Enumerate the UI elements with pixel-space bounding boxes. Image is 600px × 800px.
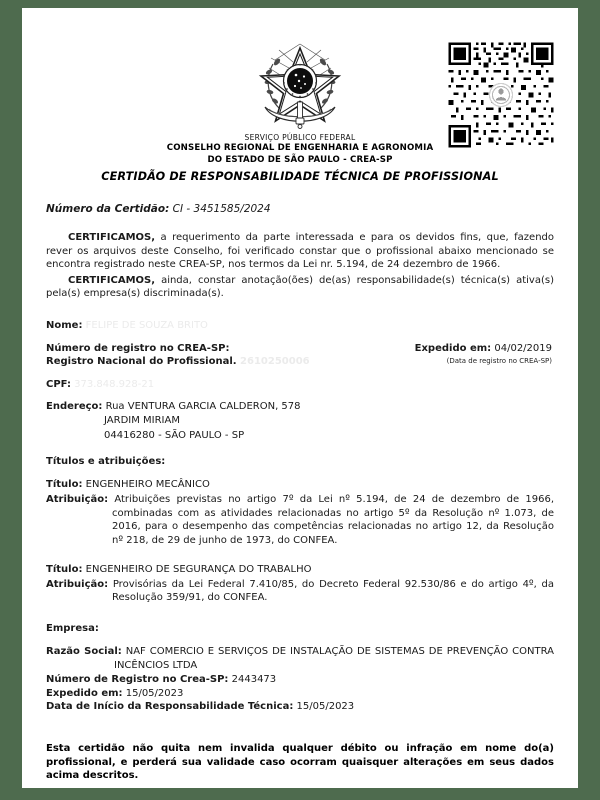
company-registration-label: Número de Registro no Crea-SP: <box>46 674 229 686</box>
company-issue-row <box>46 687 554 701</box>
professional-name-row <box>46 319 554 333</box>
certificate-number-value: CI - 3451585/2024 <box>172 203 271 215</box>
title-value: ENGENHEIRO MECÂNICO <box>85 479 210 491</box>
national-registration-value: 2610250006 <box>240 356 310 368</box>
certifies-lead-1: CERTIFICAMOS, <box>68 232 156 243</box>
attribution-row <box>46 493 554 547</box>
federal-service-line: SERVIÇO PÚBLICO FEDERAL <box>244 133 356 142</box>
title-label: Título: <box>46 479 83 491</box>
title-value: ENGENHEIRO DE SEGURANÇA DO TRABALHO <box>85 564 312 576</box>
council-name-line-2: DO ESTADO DE SÃO PAULO - CREA-SP <box>207 154 393 165</box>
brazil-coat-of-arms-icon <box>255 34 345 130</box>
document-title: CERTIDÃO DE RESPONSABILIDADE TÉCNICA DE PROFISSIONAL <box>101 170 499 183</box>
cpf-label: CPF: <box>46 378 71 390</box>
attribution-value: Atribuições previstas no artigo 7º da Lei nº 5.194, de 24 de dezembro de 1966, combinadas com as atividades relacionadas no artigo 5º da Resolução nº 1.073, de 2016, para o desempenho das competências relacionadas no artigo 12, da Resolução nº 218, de 29 de junho de 1973, do CONFEA. <box>112 493 554 546</box>
issue-date-label: Expedido em: <box>414 342 492 354</box>
attribution-label: Atribuição: <box>46 493 109 505</box>
professional-name-value: FELIPE DE SOUZA BRITO <box>85 319 208 331</box>
company-name-label: Razão Social: <box>46 646 122 658</box>
certificate-number-row <box>46 203 554 215</box>
disclaimer-text: Esta certidão não quita nem invalida qualquer débito ou infração em nome do(a) profissional, e perderá sua validade caso ocorram quaisquer alterações em seus dados acima descritos. <box>46 743 554 782</box>
company-section-heading: Empresa: <box>46 623 99 635</box>
cpf-row <box>46 378 554 392</box>
title-label: Título: <box>46 564 83 576</box>
certificate-page <box>22 8 578 788</box>
company-registration-value: 2443473 <box>231 674 277 686</box>
attribution-label: Atribuição: <box>46 578 109 590</box>
title-row <box>46 478 554 492</box>
responsibility-start-row <box>46 700 554 714</box>
title-entry <box>46 478 554 547</box>
address-line-3: 04416280 - SÃO PAULO - SP <box>104 429 245 441</box>
issue-date-note: (Data de registro no CREA-SP) <box>446 357 552 366</box>
professional-name-label: Nome: <box>46 319 83 331</box>
titles-section-heading: Títulos e atribuições: <box>46 456 166 468</box>
responsibility-start-value: 15/05/2023 <box>296 701 355 713</box>
address-line-2: JARDIM MIRIAM <box>104 415 180 427</box>
address-line-1 <box>46 401 554 414</box>
document-body <box>22 170 578 783</box>
address-street: Rua VENTURA GARCIA CALDERON, 578 <box>105 400 301 412</box>
national-registration-row <box>46 355 310 369</box>
issue-date-value: 04/02/2019 <box>494 342 552 354</box>
responsibility-start-label: Data de Início da Responsabilidade Técnica: <box>46 701 294 713</box>
attribution-value: Provisórias da Lei Federal 7.410/85, do Decreto Federal 92.530/86 e do artigo 4º, da Resolução 359/91, do CONFEA. <box>112 578 554 604</box>
organization-heading <box>22 132 578 166</box>
certificate-number-label: Número da Certidão: <box>46 203 170 215</box>
certifies-lead-2: CERTIFICAMOS, <box>68 274 156 286</box>
national-registration-label: Registro Nacional do Profissional. <box>46 356 237 368</box>
cpf-value: 373.848.928-21 <box>74 378 155 390</box>
attribution-row <box>46 578 554 605</box>
address-label: Endereço: <box>46 400 103 412</box>
registration-and-issue-row <box>46 342 554 369</box>
registration-block <box>46 342 310 369</box>
certifies-text-2: ainda, constar anotação(ões) de(as) responsabilidade(s) técnica(s) ativa(s) pela(s) empresa(s) discriminada(s). <box>46 274 554 300</box>
company-registration-row <box>46 673 554 687</box>
company-issue-value: 15/05/2023 <box>125 687 184 699</box>
company-name-row <box>46 645 554 672</box>
council-name-line-1: CONSELHO REGIONAL DE ENGENHARIA E AGRONOMIA <box>166 143 434 153</box>
certifies-text-1: a requerimento da parte interessada e para os devidos fins, que, fazendo rever os arquivos deste Conselho, foi verificado constar que o profissional abaixo mencionado se encontra registrado neste CREA-SP, nos termos da Lei nr. 5.194, de 24 dezembro de 1966. <box>46 232 554 271</box>
title-entry <box>46 563 554 605</box>
title-row <box>46 563 554 577</box>
issue-date-block <box>415 342 554 369</box>
certifies-paragraph-1 <box>46 231 554 272</box>
certifies-paragraph-2 <box>46 274 554 301</box>
crea-registration-label: Número de registro no CREA-SP: <box>46 342 230 354</box>
company-name-value: NAF COMERCIO E SERVIÇOS DE INSTALAÇÃO DE SISTEMAS DE PREVENÇÃO CONTRA INCÊNCIOS LTDA <box>114 646 554 671</box>
document-header <box>22 8 578 165</box>
company-issue-label: Expedido em: <box>46 687 123 699</box>
crea-registration-row <box>46 342 310 356</box>
